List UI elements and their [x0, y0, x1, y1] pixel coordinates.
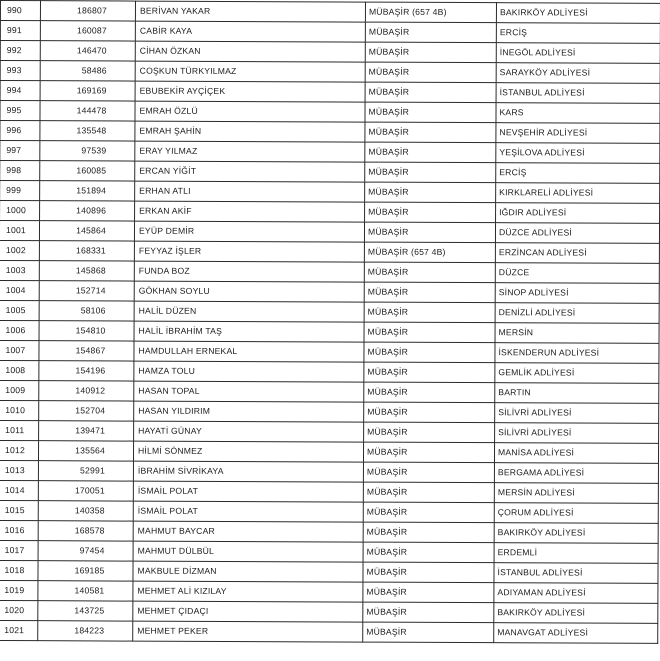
registry-number-cell: 169185 — [38, 561, 133, 581]
registry-number-cell: 170051 — [38, 481, 133, 501]
position-cell: MÜBAŞİR — [364, 382, 495, 403]
position-cell: MÜBAŞİR — [365, 182, 496, 203]
registry-number-cell: 168578 — [38, 521, 133, 541]
table-row — [0, 380, 659, 403]
position-cell: MÜBAŞİR — [364, 282, 495, 303]
registry-number-cell: 58106 — [39, 301, 134, 321]
table-row — [0, 580, 658, 603]
table-row — [0, 81, 660, 104]
row-number-cell: 1002 — [0, 240, 39, 260]
row-number-cell: 998 — [0, 161, 40, 181]
person-name-cell: HALİL İBRAHİM TAŞ — [134, 321, 364, 342]
assigned-court-cell: SİNOP ADLİYESİ — [495, 283, 659, 304]
person-name-cell: ERKAN AKİF — [135, 201, 365, 222]
table-row — [0, 600, 658, 623]
table-row — [0, 280, 659, 303]
assigned-court-cell: MERSİN — [495, 323, 659, 344]
registry-number-cell: 139471 — [39, 421, 134, 441]
row-number-cell: 1021 — [0, 620, 38, 640]
registry-number-cell: 186807 — [40, 1, 135, 21]
registry-number-cell: 169169 — [40, 81, 135, 101]
person-name-cell: İBRAHİM SİVRİKAYA — [133, 461, 363, 482]
table-row — [0, 141, 660, 164]
position-cell: MÜBAŞİR — [363, 622, 494, 643]
table-row — [0, 161, 660, 184]
person-name-cell: EMRAH ŞAHİN — [135, 121, 365, 142]
registry-number-cell: 97454 — [38, 541, 133, 561]
row-number-cell: 992 — [0, 41, 40, 61]
table-row — [0, 201, 660, 224]
position-cell: MÜBAŞİR — [363, 562, 494, 583]
table-row — [0, 440, 659, 463]
row-number-cell: 1006 — [0, 320, 39, 340]
assigned-court-cell: MANAVGAT ADLİYESİ — [494, 623, 658, 644]
assigned-court-cell: İSKENDERUN ADLİYESİ — [495, 343, 659, 364]
assigned-court-cell: BAKIRKÖY ADLİYESİ — [496, 3, 660, 24]
registry-number-cell: 160085 — [40, 161, 135, 181]
assigned-court-cell: BAKIRKÖY ADLİYESİ — [494, 523, 658, 544]
table-row — [0, 181, 660, 204]
registry-number-cell: 140896 — [40, 201, 135, 221]
person-name-cell: EBUBEKİR AYÇİÇEK — [135, 81, 365, 102]
person-name-cell: HASAN YILDIRIM — [134, 401, 364, 422]
person-name-cell: FEYYAZ İŞLER — [134, 241, 364, 262]
row-number-cell: 1013 — [0, 460, 38, 480]
table-row — [0, 21, 660, 44]
table-row — [0, 101, 660, 124]
person-name-cell: CABİR KAYA — [135, 21, 365, 42]
row-number-cell: 1009 — [0, 380, 39, 400]
assigned-court-cell: YEŞİLOVA ADLİYESİ — [496, 143, 660, 164]
person-name-cell: CİHAN ÖZKAN — [135, 41, 365, 62]
registry-number-cell: 152714 — [39, 281, 134, 301]
row-number-cell: 993 — [0, 61, 40, 81]
person-name-cell: MAKBULE DİZMAN — [133, 561, 363, 582]
table-row — [0, 400, 659, 423]
assigned-court-cell: ERDEMLİ — [494, 543, 658, 564]
assigned-court-cell: SİLİVRİ ADLİYESİ — [495, 403, 659, 424]
assigned-court-cell: MERSİN ADLİYESİ — [494, 483, 658, 504]
registry-number-cell: 97539 — [40, 141, 135, 161]
row-number-cell: 1000 — [0, 201, 40, 221]
person-name-cell: EMRAH ÖZLÜ — [135, 101, 365, 122]
position-cell: MÜBAŞİR — [363, 522, 494, 543]
table-row — [0, 320, 659, 343]
position-cell: MÜBAŞİR — [364, 422, 495, 443]
assigned-court-cell: ADIYAMAN ADLİYESİ — [494, 583, 658, 604]
table-row — [0, 560, 658, 583]
row-number-cell: 1010 — [0, 400, 39, 420]
person-name-cell: MEHMET ALİ KIZILAY — [133, 581, 363, 602]
person-name-cell: COŞKUN TÜRKYILMAZ — [135, 61, 365, 82]
position-cell: MÜBAŞİR — [365, 22, 496, 43]
person-name-cell: İSMAİL POLAT — [133, 481, 363, 502]
assigned-court-cell: ERCİŞ — [496, 23, 660, 44]
assigned-court-cell: ERZİNCAN ADLİYESİ — [495, 243, 659, 264]
row-number-cell: 990 — [0, 1, 40, 21]
assigned-court-cell: SİLİVRİ ADLİYESİ — [495, 423, 659, 444]
person-name-cell: HASAN TOPAL — [134, 381, 364, 402]
position-cell: MÜBAŞİR — [363, 582, 494, 603]
assigned-court-cell: DÜZCE ADLİYESİ — [495, 223, 659, 244]
registry-number-cell: 143725 — [38, 601, 133, 621]
registry-number-cell: 52991 — [38, 461, 133, 481]
assigned-court-cell: İNEGÖL ADLİYESİ — [496, 43, 660, 64]
position-cell: MÜBAŞİR — [363, 602, 494, 623]
table-row — [0, 540, 658, 563]
assigned-court-cell: SARAYKÖY ADLİYESİ — [496, 63, 660, 84]
registry-number-cell: 135548 — [40, 121, 135, 141]
position-cell: MÜBAŞİR — [364, 262, 495, 283]
assigned-court-cell: KARS — [496, 103, 660, 124]
table-body — [0, 1, 660, 644]
position-cell: MÜBAŞİR — [363, 502, 494, 523]
row-number-cell: 991 — [0, 21, 40, 41]
person-name-cell: HİLMİ SÖNMEZ — [133, 441, 363, 462]
position-cell: MÜBAŞİR — [364, 302, 495, 323]
assigned-court-cell: ÇORUM ADLİYESİ — [494, 503, 658, 524]
position-cell: MÜBAŞİR — [365, 162, 496, 183]
table-row — [0, 240, 659, 263]
registry-number-cell: 140912 — [39, 381, 134, 401]
person-name-cell: MAHMUT BAYCAR — [133, 521, 363, 542]
table-row — [0, 61, 660, 84]
row-number-cell: 1016 — [0, 520, 38, 540]
row-number-cell: 1018 — [0, 560, 38, 580]
assigned-court-cell: DENİZLİ ADLİYESİ — [495, 303, 659, 324]
row-number-cell: 994 — [0, 81, 40, 101]
registry-number-cell: 151894 — [40, 181, 135, 201]
row-number-cell: 1015 — [0, 500, 38, 520]
position-cell: MÜBAŞİR — [363, 462, 494, 483]
registry-number-cell: 160087 — [40, 21, 135, 41]
position-cell: MÜBAŞİR — [365, 82, 496, 103]
assigned-court-cell: GEMLİK ADLİYESİ — [495, 363, 659, 384]
row-number-cell: 1020 — [0, 600, 38, 620]
registry-number-cell: 58486 — [40, 61, 135, 81]
assigned-court-cell: NEVŞEHİR ADLİYESİ — [496, 123, 660, 144]
row-number-cell: 1014 — [0, 480, 38, 500]
row-number-cell: 1011 — [0, 420, 39, 440]
person-name-cell: MAHMUT DÜLBÜL — [133, 541, 363, 562]
position-cell: MÜBAŞİR — [364, 402, 495, 423]
row-number-cell: 1005 — [0, 300, 39, 320]
registry-number-cell: 168331 — [39, 241, 134, 261]
position-cell: MÜBAŞİR — [365, 142, 496, 163]
row-number-cell: 1012 — [0, 440, 39, 460]
position-cell: MÜBAŞİR — [365, 102, 496, 123]
row-number-cell: 999 — [0, 181, 40, 201]
row-number-cell: 995 — [0, 101, 40, 121]
position-cell: MÜBAŞİR (657 4B) — [365, 2, 496, 23]
assigned-court-cell: BAKIRKÖY ADLİYESİ — [494, 603, 658, 624]
table-row — [0, 300, 659, 323]
position-cell: MÜBAŞİR — [364, 322, 495, 343]
registry-number-cell: 154867 — [39, 341, 134, 361]
registry-number-cell: 184223 — [38, 621, 133, 641]
position-cell: MÜBAŞİR — [363, 442, 494, 463]
position-cell: MÜBAŞİR — [363, 542, 494, 563]
row-number-cell: 1003 — [0, 260, 39, 280]
person-name-cell: ERCAN YİĞİT — [135, 161, 365, 182]
person-name-cell: ERHAN ATLI — [135, 181, 365, 202]
table-row — [0, 340, 659, 363]
person-name-cell: HAMZA TOLU — [134, 361, 364, 382]
row-number-cell: 1008 — [0, 360, 39, 380]
table-row — [0, 460, 658, 483]
person-name-cell: İSMAİL POLAT — [133, 501, 363, 522]
row-number-cell: 996 — [0, 121, 40, 141]
person-name-cell: EYÜP DEMİR — [134, 221, 364, 242]
position-cell: MÜBAŞİR — [364, 342, 495, 363]
assigned-court-cell: MANİSA ADLİYESİ — [494, 443, 658, 464]
position-cell: MÜBAŞİR — [365, 202, 496, 223]
registry-number-cell: 145868 — [39, 261, 134, 281]
position-cell: MÜBAŞİR — [365, 122, 496, 143]
registry-number-cell: 154810 — [39, 321, 134, 341]
table-row — [0, 360, 659, 383]
registry-number-cell: 152704 — [39, 401, 134, 421]
registry-number-cell: 140581 — [38, 581, 133, 601]
registry-number-cell: 140358 — [38, 501, 133, 521]
assigned-court-cell: İSTANBUL ADLİYESİ — [496, 83, 660, 104]
table-row — [0, 1, 660, 24]
person-name-cell: GÖKHAN SOYLU — [134, 281, 364, 302]
row-number-cell: 1017 — [0, 540, 38, 560]
person-name-cell: MEHMET PEKER — [133, 621, 363, 642]
position-cell: MÜBAŞİR — [365, 42, 496, 63]
table-row — [0, 520, 658, 543]
person-name-cell: HAYATİ GÜNAY — [134, 421, 364, 442]
table-row — [0, 420, 659, 443]
person-name-cell: MEHMET ÇIDAÇI — [133, 601, 363, 622]
row-number-cell: 1001 — [0, 221, 40, 241]
registry-number-cell: 145864 — [39, 221, 134, 241]
table-row — [0, 260, 659, 283]
person-name-cell: BERİVAN YAKAR — [135, 1, 365, 22]
position-cell: MÜBAŞİR (657 4B) — [364, 242, 495, 263]
person-name-cell: HALİL DÜZEN — [134, 301, 364, 322]
registry-number-cell: 135564 — [38, 441, 133, 461]
assigned-court-cell: İSTANBUL ADLİYESİ — [494, 563, 658, 584]
assigned-court-cell: DÜZCE — [495, 263, 659, 284]
table-row — [0, 121, 660, 144]
table-row — [0, 500, 658, 523]
row-number-cell: 1007 — [0, 340, 39, 360]
assigned-court-cell: BARTIN — [495, 383, 659, 404]
row-number-cell: 1004 — [0, 280, 39, 300]
assigned-court-cell: BERGAMA ADLİYESİ — [494, 463, 658, 484]
assigned-court-cell: IĞDIR ADLİYESİ — [496, 203, 660, 224]
assigned-court-cell: KIRKLARELİ ADLİYESİ — [496, 183, 660, 204]
registry-number-cell: 144478 — [40, 101, 135, 121]
table-row — [0, 620, 658, 643]
table-row — [0, 41, 660, 64]
person-name-cell: FUNDA BOZ — [134, 261, 364, 282]
registry-number-cell: 154196 — [39, 361, 134, 381]
row-number-cell: 1019 — [0, 580, 38, 600]
person-name-cell: ERAY YILMAZ — [135, 141, 365, 162]
table-row — [0, 480, 658, 503]
position-cell: MÜBAŞİR — [365, 62, 496, 83]
registry-number-cell: 146470 — [40, 41, 135, 61]
assigned-court-cell: ERCİŞ — [496, 163, 660, 184]
position-cell: MÜBAŞİR — [363, 482, 494, 503]
table-row — [0, 221, 660, 244]
person-name-cell: HAMDULLAH ERNEKAL — [134, 341, 364, 362]
row-number-cell: 997 — [0, 141, 40, 161]
position-cell: MÜBAŞİR — [364, 222, 495, 243]
position-cell: MÜBAŞİR — [364, 362, 495, 383]
